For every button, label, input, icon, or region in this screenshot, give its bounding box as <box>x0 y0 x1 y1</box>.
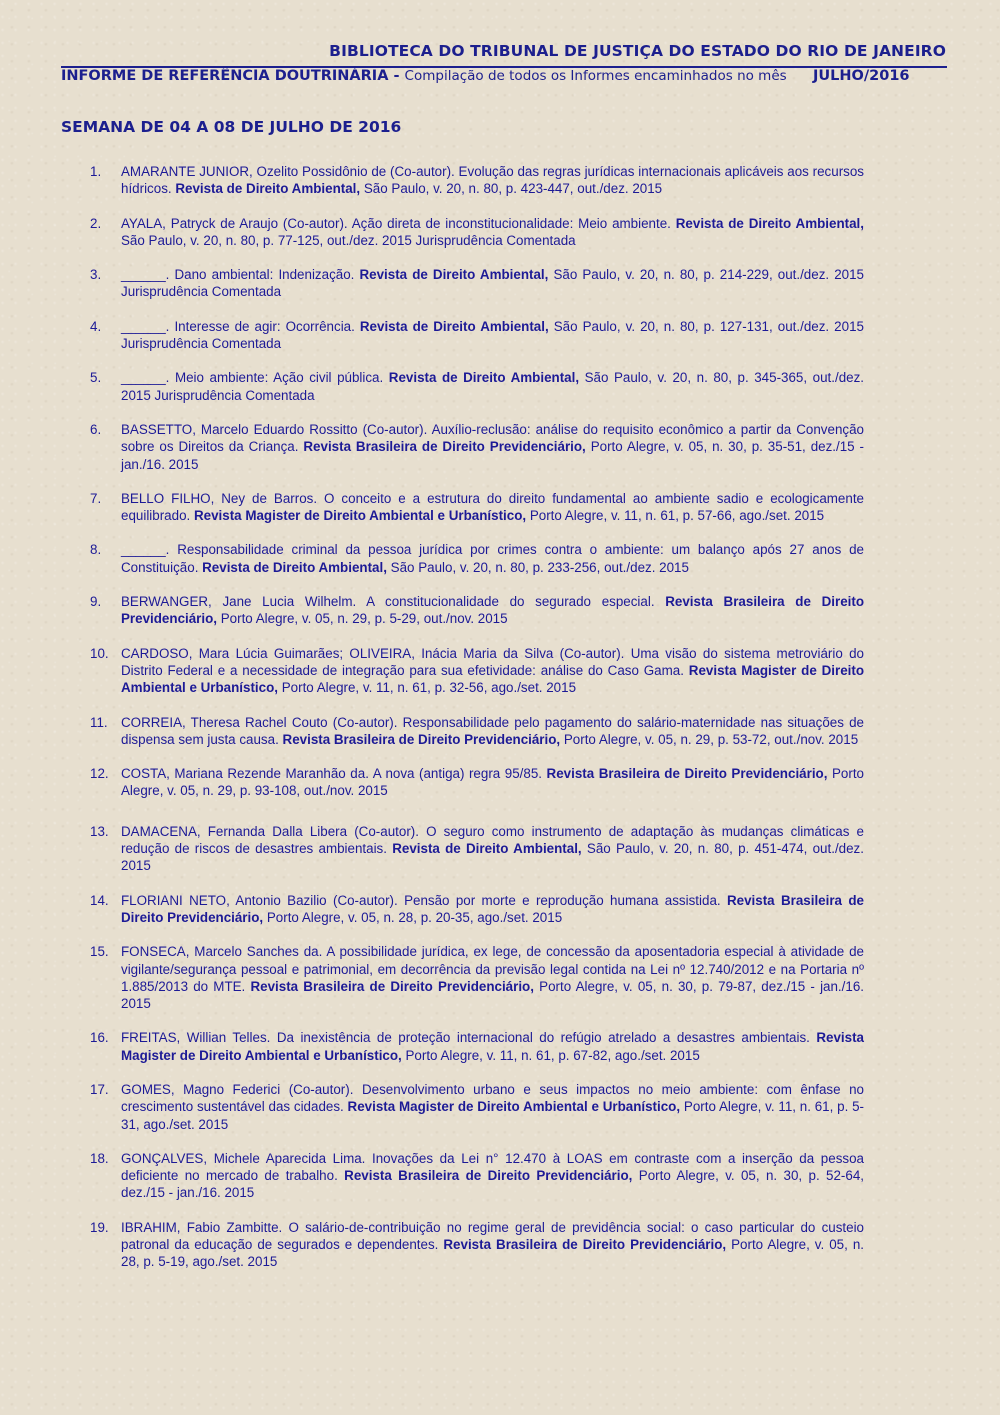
reference-text: ______. Dano ambiental: Indenização. <box>121 267 360 283</box>
reference-journal: Revista Brasileira de Direito Previdenciário, <box>303 439 586 455</box>
reference-details: São Paulo, v. 20, n. 80, p. 423-447, out./dez. 2015 <box>360 181 663 197</box>
reference-number: 3. <box>90 267 102 283</box>
reference-number: 9. <box>90 594 102 610</box>
reference-journal: Revista Brasileira de Direito Previdenciário, <box>443 1237 727 1253</box>
reference-item <box>90 823 864 875</box>
reference-details: Porto Alegre, v. 11, n. 61, p. 32-56, ago./set. 2015 <box>278 680 577 696</box>
reference-item <box>90 645 864 697</box>
reference-text: BERWANGER, Jane Lucia Wilhelm. A constitucionalidade do segurado especial. <box>121 594 666 610</box>
reference-journal: Revista Magister de Direito Ambiental e Urbanístico, <box>121 1030 864 1063</box>
reference-item <box>90 490 864 525</box>
reference-number: 16. <box>90 1030 109 1046</box>
reference-text: AMARANTE JUNIOR, Ozelito Possidônio de (Co-autor). Evolução das regras jurídicas internacionais aplicáveis aos recursos hídricos. <box>121 164 864 197</box>
reference-number: 19. <box>90 1219 109 1235</box>
reference-details: São Paulo, v. 20, n. 80, p. 345-365, out./dez. 2015 Jurisprudência Comentada <box>121 370 864 403</box>
reference-details: Porto Alegre, v. 11, n. 61, p. 67-82, ago./set. 2015 <box>401 1047 700 1063</box>
reference-journal: Revista de Direito Ambiental, <box>388 370 580 386</box>
section-title: SEMANA DE 04 A 08 DE JULHO DE 2016 <box>61 118 402 136</box>
reference-details: São Paulo, v. 20, n. 80, p. 127-131, out./dez. 2015 Jurisprudência Comentada <box>121 318 864 352</box>
reference-journal: Revista Brasileira de Direito Previdenciário, <box>344 1168 633 1184</box>
reference-number: 18. <box>90 1150 109 1166</box>
reference-item <box>90 1150 864 1202</box>
reference-details: Porto Alegre, v. 05, n. 30, p. 79-87, dez./15 - jan./16. 2015 <box>121 978 864 1012</box>
reference-details: Porto Alegre, v. 11, n. 61, p. 5-31, ago./set. 2015 <box>121 1099 864 1132</box>
reference-details: Porto Alegre, v. 05, n. 29, p. 53-72, out./nov. 2015 <box>560 731 859 747</box>
informe-label: INFORME DE REFERÊNCIA DOUTRINÁRIA - <box>61 68 405 84</box>
reference-number: 10. <box>90 645 109 661</box>
reference-journal: Revista Brasileira de Direito Previdenciário, <box>250 978 534 994</box>
reference-text: GOMES, Magno Federici (Co-autor). Desenvolvimento urbano e seus impactos no meio ambiente: com ênfase no crescimento sustentável das cidades. <box>121 1081 864 1115</box>
reference-text: ______. Interesse de agir: Ocorrência. <box>121 318 360 334</box>
reference-number: 6. <box>90 421 102 437</box>
reference-item <box>90 369 864 404</box>
reference-number: 15. <box>90 944 109 960</box>
reference-text: FONSECA, Marcelo Sanches da. A possibilidade jurídica, ex lege, de concessão da aposentadoria especial à atividade de vigilante/segurança pessoal e patrimonial, em decorrência da previsão legal contida na Lei nº 12.740/2012 e na Portaria nº 1.885/2013 do MTE. <box>121 944 864 994</box>
reference-details: Porto Alegre, v. 05, n. 28, p. 5-19, ago./set. 2015 <box>121 1237 864 1270</box>
reference-item <box>90 318 864 353</box>
reference-journal: Revista de Direito Ambiental, <box>175 181 361 197</box>
reference-text: DAMACENA, Fernanda Dalla Libera (Co-autor). O seguro como instrumento de adaptação às mudanças climáticas e redução de riscos de desastres ambientais. <box>121 823 864 857</box>
reference-item <box>90 714 864 749</box>
reference-journal: Revista de Direito Ambiental, <box>675 215 864 231</box>
reference-details: Porto Alegre, v. 11, n. 61, p. 57-66, ago./set. 2015 <box>526 508 825 524</box>
reference-list <box>90 163 864 1288</box>
reference-text: CORREIA, Theresa Rachel Couto (Co-autor). Responsabilidade pelo pagamento do salário-maternidade nas situações de dispensa sem justa causa. <box>121 714 864 747</box>
reference-number: 4. <box>90 318 102 334</box>
reference-details: Porto Alegre, v. 05, n. 30, p. 35-51, dez./15 - jan./16. 2015 <box>121 439 864 472</box>
reference-journal: Revista Brasileira de Direito Previdenciário, <box>546 766 828 782</box>
reference-details: São Paulo, v. 20, n. 80, p. 77-125, out./dez. 2015 Jurisprudência Comentada <box>121 232 576 248</box>
reference-text: ______. Meio ambiente: Ação civil pública. <box>121 370 389 386</box>
reference-text: CARDOSO, Mara Lúcia Guimarães; OLIVEIRA, Inácia Maria da Silva (Co-autor). Uma visão do sistema metroviário do Distrito Federal e a necessidade de integração para sua efetividade: análise do Caso Gama. <box>121 645 864 678</box>
header-subtitle <box>61 68 911 84</box>
reference-text: AYALA, Patryck de Araujo (Co-autor). Ação direta de inconstitucionalidade: Meio ambiente. <box>121 215 676 231</box>
library-title: BIBLIOTECA DO TRIBUNAL DE JUSTIÇA DO ESTADO DO RIO DE JANEIRO <box>329 42 946 60</box>
reference-journal: Revista Magister de Direito Ambiental e Urbanístico, <box>121 662 864 696</box>
reference-number: 2. <box>90 215 102 231</box>
reference-number: 8. <box>90 542 102 558</box>
reference-item <box>90 163 864 198</box>
reference-details: Porto Alegre, v. 05, n. 28, p. 20-35, ago./set. 2015 <box>263 909 563 925</box>
reference-item <box>90 593 864 628</box>
reference-text: BELLO FILHO, Ney de Barros. O conceito e a estrutura do direito fundamental ao ambiente sadio e ecologicamente equilibrado. <box>121 490 864 524</box>
reference-details: Porto Alegre, v. 05, n. 29, p. 5-29, out./nov. 2015 <box>217 611 508 627</box>
reference-details: São Paulo, v. 20, n. 80, p. 214-229, out./dez. 2015 Jurisprudência Comentada <box>121 267 864 300</box>
reference-journal: Revista Magister de Direito Ambiental e Urbanístico, <box>193 508 527 524</box>
reference-number: 1. <box>90 164 102 179</box>
reference-details: Porto Alegre, v. 05, n. 30, p. 52-64, dez./15 - jan./16. 2015 <box>121 1168 865 1201</box>
reference-journal: Revista Brasileira de Direito Previdenciário, <box>121 892 864 925</box>
reference-number: 5. <box>90 370 102 386</box>
reference-details: Porto Alegre, v. 05, n. 29, p. 93-108, out./nov. 2015 <box>121 766 864 799</box>
reference-item <box>90 421 864 473</box>
month-label: JULHO/2016 <box>813 68 910 84</box>
reference-item <box>90 1081 864 1133</box>
reference-text: IBRAHIM, Fabio Zambitte. O salário-de-contribuição no regime geral de previdência social: o caso particular do custeio patronal da educação de segurados e dependentes. <box>121 1219 864 1253</box>
reference-number: 12. <box>90 766 109 782</box>
reference-journal: Revista Brasileira de Direito Previdenciário, <box>121 594 864 627</box>
reference-text: ______. Responsabilidade criminal da pessoa jurídica por crimes contra o ambiente: um balanço após 27 anos de Constituição. <box>121 542 864 575</box>
reference-text: GONÇALVES, Michele Aparecida Lima. Inovações da Lei n° 12.470 à LOAS em contraste com a inserção da pessoa deficiente no mercado de trabalho. <box>121 1150 864 1184</box>
reference-journal: Revista de Direito Ambiental, <box>392 841 582 857</box>
reference-number: 7. <box>90 490 102 506</box>
reference-text: BASSETTO, Marcelo Eduardo Rossitto (Co-autor). Auxílio-reclusão: análise do requisito econômico a partir da Convenção sobre os Direitos da Criança. <box>121 421 864 455</box>
reference-number: 11. <box>90 714 108 730</box>
reference-item <box>90 765 864 800</box>
reference-number: 17. <box>90 1081 109 1097</box>
reference-journal: Revista de Direito Ambiental, <box>359 318 549 334</box>
reference-details: São Paulo, v. 20, n. 80, p. 233-256, out./dez. 2015 <box>386 559 689 575</box>
reference-item <box>90 943 864 1012</box>
reference-item <box>90 215 864 250</box>
reference-item <box>90 1219 864 1271</box>
reference-journal: Revista de Direito Ambiental, <box>202 559 387 575</box>
reference-item <box>90 892 864 927</box>
reference-details: São Paulo, v. 20, n. 80, p. 451-474, out./dez. 2015 <box>121 841 864 874</box>
reference-text: FREITAS, Willian Telles. Da inexistência de proteção internacional do refúgio atrelado a desastres ambientais. <box>121 1030 817 1046</box>
reference-item <box>90 1029 864 1064</box>
reference-journal: Revista Brasileira de Direito Previdenciário, <box>282 731 561 747</box>
reference-item <box>90 541 864 576</box>
reference-text: FLORIANI NETO, Antonio Bazilio (Co-autor). Pensão por morte e reprodução humana assistida. <box>121 892 727 908</box>
reference-text: COSTA, Mariana Rezende Maranhão da. A nova (antiga) regra 95/85. <box>121 766 547 782</box>
reference-item <box>90 266 864 301</box>
reference-number: 13. <box>90 823 109 839</box>
reference-journal: Revista Magister de Direito Ambiental e Urbanístico, <box>347 1099 681 1115</box>
reference-journal: Revista de Direito Ambiental, <box>359 267 549 283</box>
reference-number: 14. <box>90 892 109 908</box>
compilation-note: Compilação de todos os Informes encaminhados no mês <box>404 68 787 84</box>
